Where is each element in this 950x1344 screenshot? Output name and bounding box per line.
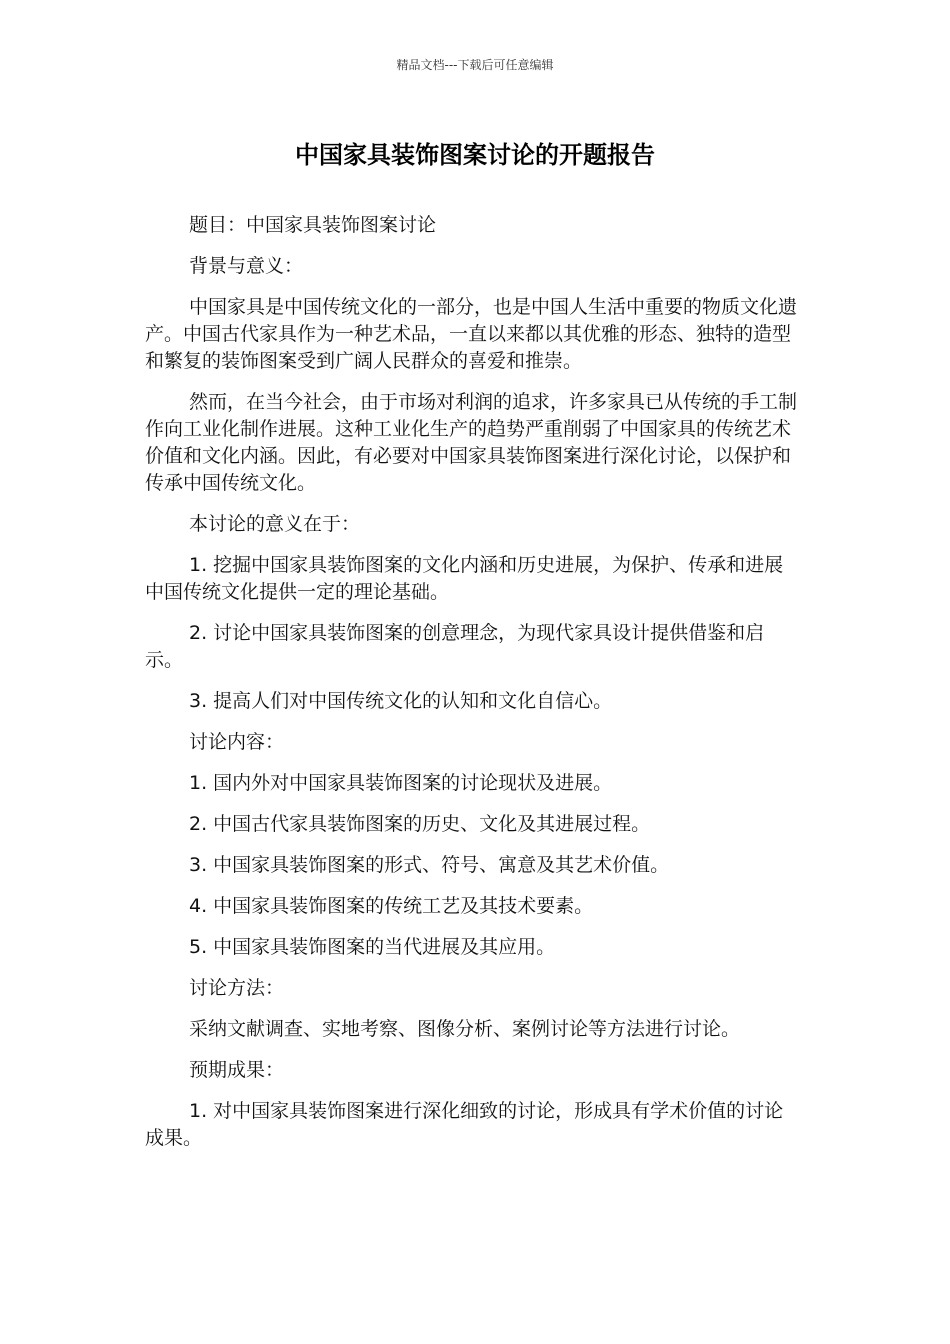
list-item: 1. 挖掘中国家具装饰图案的文化内涵和历史进展，为保护、传承和进展中国传统文化提供一定的理论基础。 [145, 554, 784, 603]
section-heading-methods: 讨论方法： [189, 977, 285, 999]
list-item: 4. 中国家具装饰图案的传统工艺及其技术要素。 [189, 895, 594, 917]
list-item: 1. 国内外对中国家具装饰图案的讨论现状及进展。 [189, 772, 613, 794]
document-title: 中国家具装饰图案讨论的开题报告 [295, 141, 655, 169]
section-heading-background: 背景与意义： [189, 255, 304, 277]
section-heading-outcomes: 预期成果： [189, 1059, 285, 1081]
list-item: 1. 对中国家具装饰图案进行深化细致的讨论，形成具有学术价值的讨论成果。 [145, 1100, 784, 1149]
document-body [145, 212, 800, 1166]
list-item: 3. 中国家具装饰图案的形式、符号、寓意及其艺术价值。 [189, 854, 670, 876]
body-paragraph: 然而，在当今社会，由于市场对利润的追求，许多家具已从传统的手工制作向工业化制作进展。这种工业化生产的趋势严重削弱了中国家具的传统艺术价值和文化内涵。因此，有必要对中国家具装饰图案进行深化讨论，以保护和传承中国传统文化。 [145, 391, 798, 494]
section-heading-significance: 本讨论的意义在于： [189, 513, 361, 535]
list-item: 3. 提高人们对中国传统文化的认知和文化自信心。 [189, 690, 613, 712]
topic-line: 题目：中国家具装饰图案讨论 [189, 214, 437, 236]
list-item: 5. 中国家具装饰图案的当代进展及其应用。 [189, 936, 556, 958]
section-heading-content: 讨论内容： [189, 731, 285, 753]
list-item: 2. 中国古代家具装饰图案的历史、文化及其进展过程。 [189, 813, 651, 835]
page-header-note: 精品文档---下载后可任意编辑 [396, 58, 554, 72]
body-paragraph: 采纳文献调查、实地考察、图像分析、案例讨论等方法进行讨论。 [189, 1018, 741, 1040]
list-item: 2. 讨论中国家具装饰图案的创意理念，为现代家具设计提供借鉴和启示。 [145, 622, 765, 671]
body-paragraph: 中国家具是中国传统文化的一部分，也是中国人生活中重要的物质文化遗产。中国古代家具作为一种艺术品，一直以来都以其优雅的形态、独特的造型和繁复的装饰图案受到广阔人民群众的喜爱和推崇。 [145, 296, 798, 372]
